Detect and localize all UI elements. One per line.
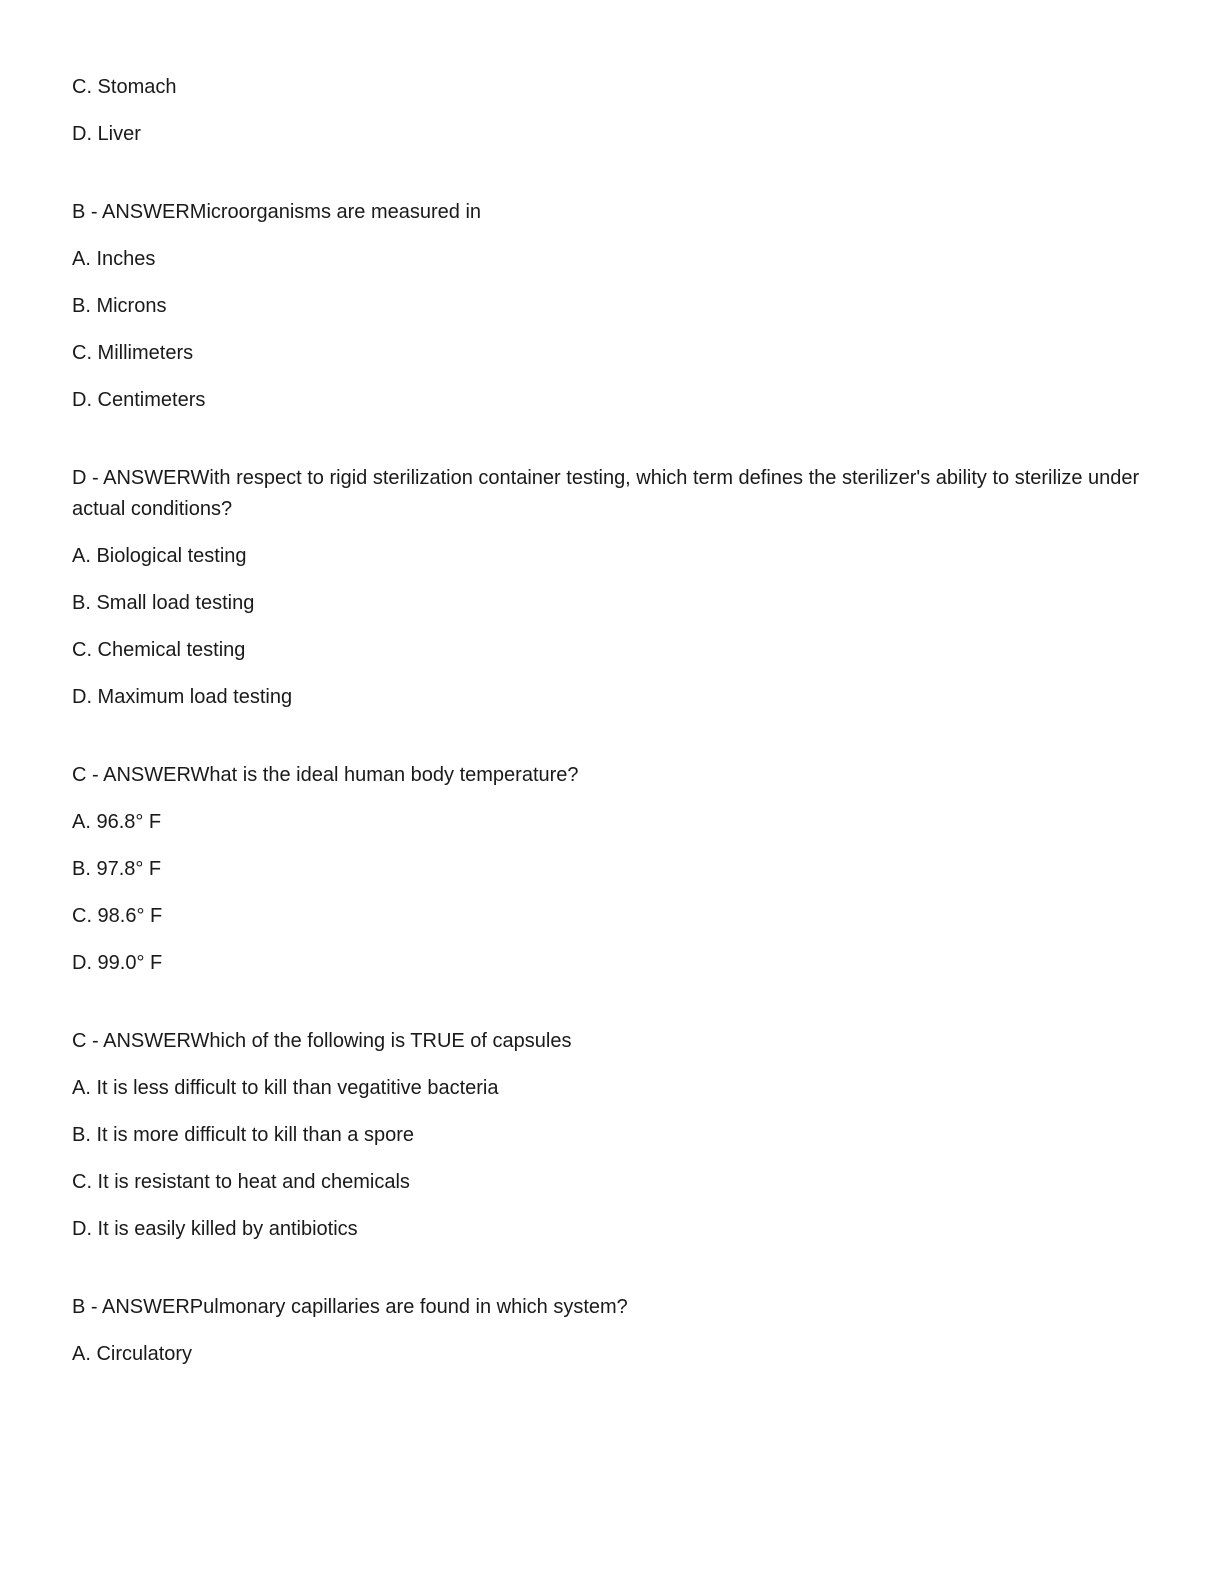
- option-line: C. It is resistant to heat and chemicals: [72, 1171, 410, 1193]
- option-line: A. Circulatory: [72, 1343, 193, 1365]
- question-text: Which of the following is TRUE of capsules: [190, 1030, 572, 1052]
- question-line: [72, 463, 1152, 525]
- question-text: Microorganisms are measured in: [189, 201, 482, 223]
- option-line: D. 99.0° F: [72, 952, 163, 974]
- question-line: [72, 197, 1152, 228]
- question-line: [72, 1292, 1152, 1323]
- answer-prefix: C - ANSWER: [72, 764, 191, 786]
- question-text: What is the ideal human body temperature?: [190, 764, 579, 786]
- answer-prefix: D - ANSWER: [72, 467, 191, 489]
- option-line: D. It is easily killed by antibiotics: [72, 1218, 358, 1240]
- option-line: A. It is less difficult to kill than vegatitive bacteria: [72, 1077, 499, 1099]
- option-line: D. Liver: [72, 123, 141, 145]
- question-line: [72, 1026, 1152, 1057]
- question-text: Pulmonary capillaries are found in which system?: [189, 1296, 628, 1318]
- question-block-2: [72, 463, 1152, 713]
- answer-prefix: C - ANSWER: [72, 1030, 191, 1052]
- question-block-1: [72, 197, 1152, 416]
- answer-prefix: B - ANSWER: [72, 1296, 190, 1318]
- option-line: B. Small load testing: [72, 592, 255, 614]
- option-line: C. Stomach: [72, 76, 177, 98]
- answer-prefix: B - ANSWER: [72, 201, 190, 223]
- question-text: With respect to rigid sterilization container testing, which term defines the sterilizer's ability to sterilize under actual conditions?: [72, 467, 1145, 520]
- option-line: D. Maximum load testing: [72, 686, 293, 708]
- option-line: A. 96.8° F: [72, 811, 162, 833]
- option-line: C. Chemical testing: [72, 639, 246, 661]
- option-line: B. It is more difficult to kill than a spore: [72, 1124, 415, 1146]
- option-line: B. 97.8° F: [72, 858, 162, 880]
- question-block-3: [72, 760, 1152, 979]
- option-line: D. Centimeters: [72, 389, 206, 411]
- continued-options: [72, 72, 1152, 150]
- option-line: A. Biological testing: [72, 545, 247, 567]
- question-block-5: [72, 1292, 1152, 1370]
- option-line: B. Microns: [72, 295, 167, 317]
- option-line: C. 98.6° F: [72, 905, 163, 927]
- document-page: [72, 72, 1152, 1386]
- question-line: [72, 760, 1152, 791]
- question-block-4: [72, 1026, 1152, 1245]
- option-line: A. Inches: [72, 248, 156, 270]
- option-line: C. Millimeters: [72, 342, 194, 364]
